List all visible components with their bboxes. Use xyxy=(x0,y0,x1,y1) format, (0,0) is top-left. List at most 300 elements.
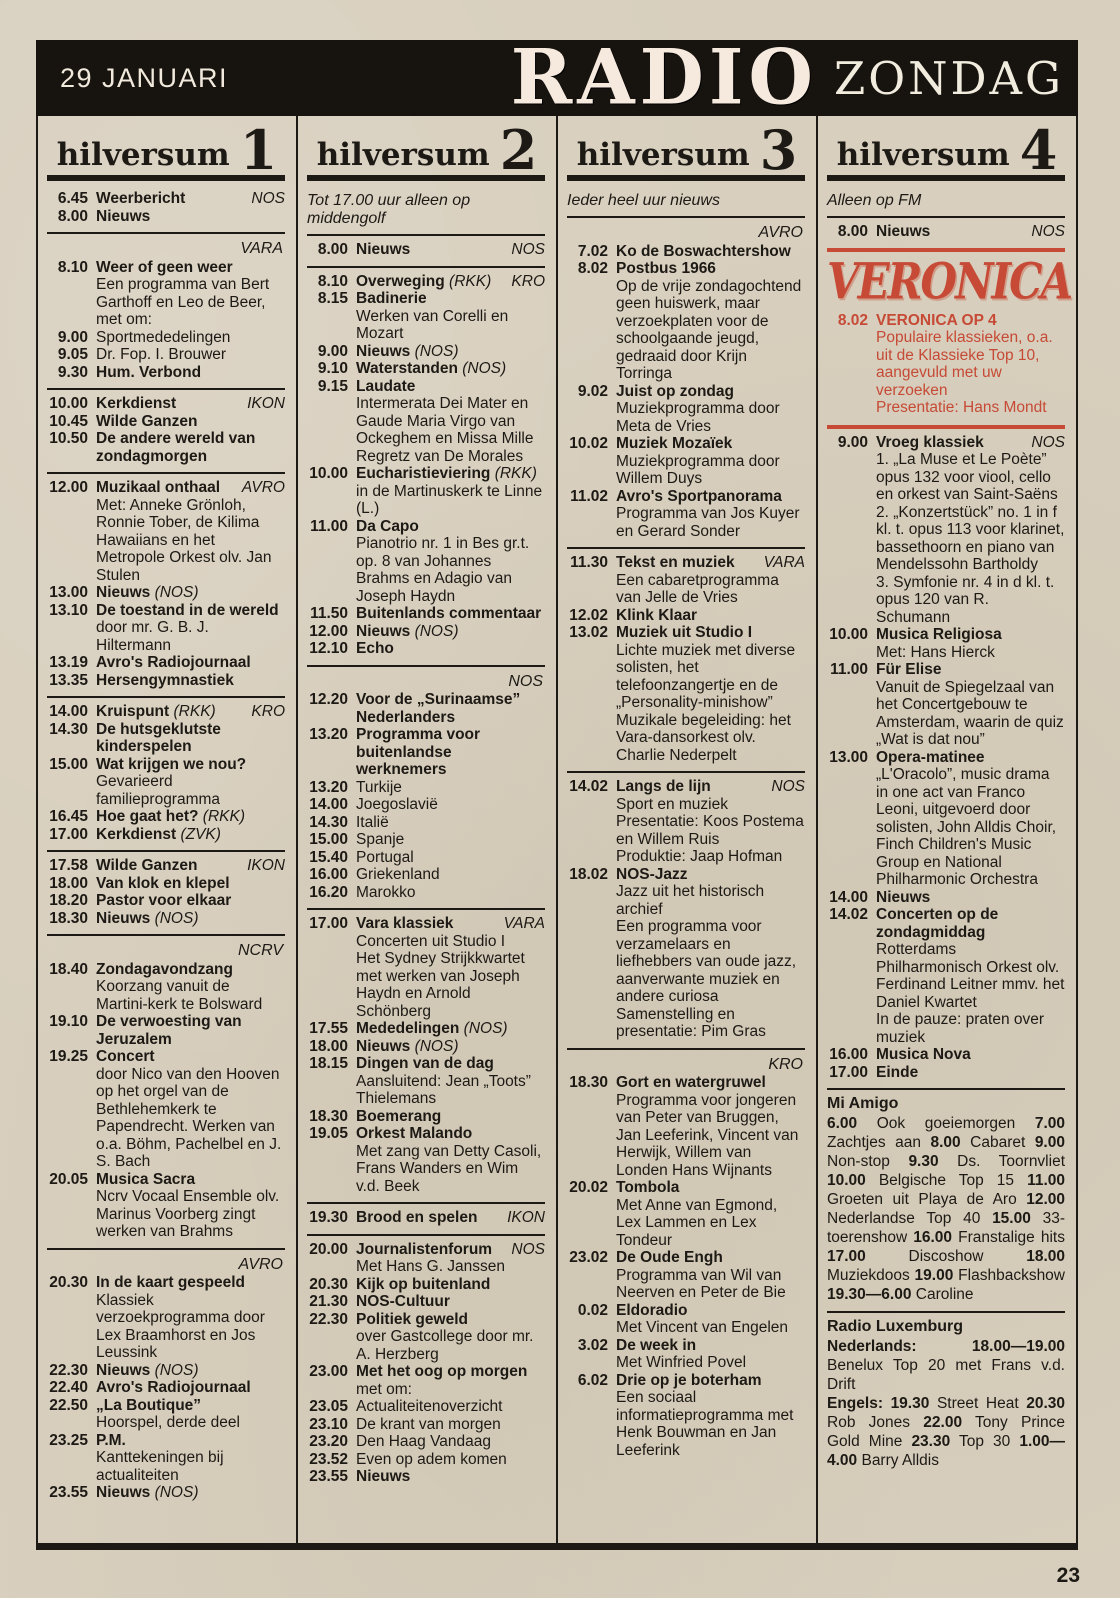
entry-title: Marokko xyxy=(356,883,416,901)
entry-title-line xyxy=(876,223,1065,241)
entry-title-line xyxy=(356,1398,545,1416)
entry-network-label: AVRO xyxy=(241,479,285,497)
text-run: Street Heat xyxy=(929,1395,1027,1413)
program-entry xyxy=(307,1433,545,1451)
entry-title: Actualiteitenoverzicht xyxy=(356,1398,503,1416)
entry-body xyxy=(96,1379,285,1397)
entry-title-line xyxy=(96,721,285,756)
entry-title: Zondagavondzang xyxy=(96,960,233,978)
entry-description: Met zang van Detty Casoli, Frans Wanders en Wim v.d. Beek xyxy=(356,1142,542,1195)
entry-title: De Oude Engh xyxy=(616,1249,723,1267)
program-entry xyxy=(47,584,285,602)
text-run: Top 30 xyxy=(950,1433,1020,1451)
entry-body xyxy=(616,1372,805,1460)
entry-title-line xyxy=(356,1209,545,1227)
entry-title: Joegoslavië xyxy=(356,796,438,814)
entry-time: 13.02 xyxy=(569,624,608,642)
text-run: Muziekdoos xyxy=(827,1267,915,1285)
text-run: Franstalige hits xyxy=(952,1229,1065,1247)
entry-network-label: IKON xyxy=(247,395,285,413)
time-token: 9.00 xyxy=(1034,1134,1065,1152)
entry-time: 18.40 xyxy=(49,960,88,978)
program-entry xyxy=(47,364,285,382)
program-section xyxy=(47,388,285,472)
program-section xyxy=(567,771,805,1048)
entry-title: Nieuws xyxy=(356,622,411,640)
entry-description: Een programma voor verzamelaars en liefhebbers van oude jazz, aanverwante muziek en andere curiosa xyxy=(616,918,797,1006)
entry-title: Nieuws xyxy=(356,1037,411,1055)
entry-time: 23.20 xyxy=(309,1433,348,1451)
entry-title-line xyxy=(356,1433,545,1451)
entry-title: Kijk op buitenland xyxy=(356,1275,491,1293)
entry-description: Met Winfried Povel xyxy=(616,1354,747,1372)
entry-title: Juist op zondag xyxy=(616,382,734,400)
program-entry xyxy=(307,1125,545,1195)
entry-time: 11.00 xyxy=(830,661,868,679)
entry-description: met om: xyxy=(356,1380,412,1398)
entry-title-line xyxy=(356,884,545,902)
entry-body xyxy=(616,260,805,383)
entry-title: Gort en watergruwel xyxy=(616,1074,766,1092)
program-column-hilversum-1 xyxy=(38,116,298,1543)
entry-time: 0.02 xyxy=(577,1301,608,1319)
entry-title: Portugal xyxy=(356,848,414,866)
textblock-title: Radio Luxemburg xyxy=(827,1318,964,1336)
entry-title: Avro's Sportpanorama xyxy=(616,487,782,505)
entry-title: Boemerang xyxy=(356,1107,442,1125)
program-entry xyxy=(827,661,1065,749)
program-entry xyxy=(307,605,545,623)
program-entry xyxy=(307,1038,545,1056)
entry-time: 12.00 xyxy=(49,479,88,497)
program-section xyxy=(47,185,285,232)
entry-title: Wilde Ganzen xyxy=(96,412,198,430)
info-block xyxy=(827,1088,1065,1311)
entry-body xyxy=(356,1108,545,1126)
station-header xyxy=(47,116,285,181)
entry-title-line xyxy=(96,808,285,826)
entry-description: Jazz uit het historisch archief xyxy=(616,883,765,918)
program-section xyxy=(47,472,285,696)
entry-time: 10.00 xyxy=(309,465,348,483)
entry-body xyxy=(356,640,545,658)
entry-body xyxy=(616,1249,805,1302)
entry-title-line xyxy=(356,1055,545,1073)
entry-title: Mededelingen xyxy=(356,1020,460,1038)
program-entry xyxy=(47,1432,285,1485)
entry-title-line xyxy=(356,273,545,291)
entry-time: 11.02 xyxy=(570,487,608,505)
entry-title: „La Boutique” xyxy=(96,1396,202,1414)
entry-time: 22.30 xyxy=(309,1310,348,1328)
entry-body xyxy=(96,1432,285,1485)
text-run: Cabaret xyxy=(960,1134,1035,1152)
entry-title-line xyxy=(876,661,1065,679)
entry-time: 22.30 xyxy=(49,1361,88,1379)
program-entry xyxy=(307,1363,545,1398)
program-section xyxy=(567,547,805,771)
entry-time: 17.58 xyxy=(49,857,88,875)
section-network-label: KRO xyxy=(768,1055,803,1073)
program-entry xyxy=(47,395,285,413)
page-frame xyxy=(36,34,1078,1550)
entry-time: 8.00 xyxy=(57,207,88,225)
entry-body xyxy=(96,910,285,928)
entry-body xyxy=(616,866,805,1041)
entry-time: 23.05 xyxy=(309,1398,348,1416)
station-name: hilversum xyxy=(56,137,230,174)
program-entry xyxy=(567,1302,805,1337)
entry-time: 18.30 xyxy=(309,1107,348,1125)
entry-title-line xyxy=(876,626,1065,644)
entry-time: 16.20 xyxy=(309,883,348,901)
entry-title: Turkije xyxy=(356,778,402,796)
entry-body xyxy=(876,889,1065,907)
entry-title-line xyxy=(876,312,1065,330)
column-intro-note: Ieder heel uur nieuws xyxy=(567,185,805,218)
entry-title: Drie op je boterham xyxy=(616,1371,762,1389)
entry-title-line xyxy=(356,1125,545,1143)
entry-body xyxy=(96,413,285,431)
time-token: Nederlands: 18.00—19.00 xyxy=(827,1338,1065,1356)
program-entry xyxy=(47,479,285,584)
entry-body xyxy=(356,273,545,291)
program-entry xyxy=(47,1274,285,1362)
entry-title-line xyxy=(96,703,285,721)
time-token: 17.00 xyxy=(827,1248,866,1266)
entry-title-line xyxy=(616,624,805,642)
entry-body xyxy=(876,661,1065,749)
entry-time: 15.00 xyxy=(49,755,88,773)
entry-title-line xyxy=(616,383,805,401)
entry-description: Werken van Corelli en Mozart xyxy=(356,307,509,343)
entry-title: Musica Sacra xyxy=(96,1170,196,1188)
program-entry xyxy=(47,259,285,329)
program-column-hilversum-3 xyxy=(558,116,818,1543)
entry-time: 8.10 xyxy=(57,258,88,276)
entry-time: 10.02 xyxy=(569,435,608,453)
entry-title: Pastor voor elkaar xyxy=(96,892,232,910)
entry-body xyxy=(356,465,545,518)
entry-time: 20.02 xyxy=(569,1179,608,1197)
time-token: 1.00—4.00 xyxy=(827,1433,1065,1470)
entry-title: Musica Religiosa xyxy=(876,626,1002,644)
veronica-logo: VERONICA xyxy=(827,252,1072,310)
entry-body xyxy=(356,623,545,641)
entry-title-line xyxy=(356,623,545,641)
entry-title-line xyxy=(356,796,545,814)
entry-body xyxy=(356,605,545,623)
entry-body xyxy=(356,796,545,814)
entry-network-suffix: (NOS) xyxy=(154,1484,199,1502)
program-entry xyxy=(47,346,285,364)
program-entry xyxy=(307,814,545,832)
entry-body xyxy=(356,360,545,378)
entry-title-line xyxy=(356,1416,545,1434)
station-header xyxy=(307,116,545,181)
entry-title-line xyxy=(96,584,285,602)
entry-body xyxy=(96,1013,285,1048)
entry-title-line xyxy=(616,435,805,453)
station-number: 3 xyxy=(759,118,796,182)
entry-time: 8.00 xyxy=(317,241,348,259)
program-entry xyxy=(827,1064,1065,1082)
entry-time: 13.20 xyxy=(309,778,348,796)
entry-time: 13.10 xyxy=(49,601,88,619)
entry-description: 1. „La Muse et Le Poète” opus 132 voor viool, cello en orkest van Saint-Saëns xyxy=(876,451,1058,504)
entry-body xyxy=(616,243,805,261)
entry-body xyxy=(96,329,285,347)
entry-title: Italië xyxy=(356,813,389,831)
entry-time: 9.00 xyxy=(837,433,868,451)
entry-description: Met Vincent van Engelen xyxy=(616,1319,789,1337)
entry-title-line xyxy=(356,866,545,884)
entry-body xyxy=(96,1397,285,1432)
entry-time: 9.15 xyxy=(317,377,348,395)
entry-title-line xyxy=(616,1372,805,1390)
program-section xyxy=(307,1202,545,1234)
entry-title-line xyxy=(356,605,545,623)
entry-title-line xyxy=(616,260,805,278)
entry-body xyxy=(356,1433,545,1451)
entry-title-line xyxy=(356,1038,545,1056)
program-entry xyxy=(47,875,285,893)
entry-time: 14.30 xyxy=(49,720,88,738)
program-entry xyxy=(47,602,285,655)
entry-title-line xyxy=(356,1311,545,1329)
entry-body xyxy=(356,884,545,902)
program-entry xyxy=(567,778,805,866)
entry-body xyxy=(96,857,285,875)
entry-title-line xyxy=(356,1293,545,1311)
entry-title: De toestand in de wereld xyxy=(96,601,279,619)
text-run: Zachtjes aan xyxy=(827,1134,931,1152)
entry-time: 14.00 xyxy=(309,796,348,814)
entry-body xyxy=(96,756,285,809)
program-entry xyxy=(567,554,805,607)
entry-title-line xyxy=(96,208,285,226)
entry-title: Hum. Verbond xyxy=(96,363,202,381)
entry-title-line xyxy=(356,1363,545,1381)
program-entry xyxy=(47,430,285,465)
entry-body xyxy=(356,1293,545,1311)
entry-time: 10.00 xyxy=(49,395,88,413)
program-entry xyxy=(47,703,285,721)
text-run: Flashbackshow xyxy=(953,1267,1066,1285)
entry-time: 11.00 xyxy=(310,517,348,535)
time-token: 10.00 xyxy=(827,1172,866,1190)
text-run: 33-toerenshow xyxy=(827,1210,1065,1247)
entry-description: Een cabaretprogramma van Jelle de Vries xyxy=(616,571,779,607)
issue-date: 29 JANUARI xyxy=(60,62,229,93)
entry-time: 23.55 xyxy=(49,1484,88,1502)
time-token: Engels: 19.30 xyxy=(827,1395,930,1413)
entry-description: Een programma van Bert Garthoff en Leo de Beer, met om: xyxy=(96,276,270,329)
entry-title: Weer of geen weer xyxy=(96,258,233,276)
entry-title: Concerten op de zondagmiddag xyxy=(876,906,999,941)
entry-body xyxy=(356,814,545,832)
text-run: Benelux Top 20 met Frans v.d. Drift xyxy=(827,1357,1065,1394)
entry-body xyxy=(96,1362,285,1380)
entry-description: Programma van Wil van Neerven en Peter de Bie xyxy=(616,1266,786,1302)
program-section xyxy=(47,696,285,850)
entry-title-line xyxy=(96,1397,285,1415)
entry-description: door Nico van den Hooven op het orgel van de Bethlehemkerk te Papendrecht. Werken van o.a. Böhm, Pachelbel en J. S. Bach xyxy=(96,1065,282,1171)
entry-body xyxy=(356,1125,545,1195)
text-run: Ook goeiemorgen xyxy=(857,1115,1035,1133)
program-section xyxy=(827,429,1065,1089)
entry-body xyxy=(356,866,545,884)
entry-body xyxy=(356,915,545,1020)
program-entry xyxy=(47,1362,285,1380)
program-entry xyxy=(567,383,805,436)
entry-description: Intermerata Dei Mater en Gaude Maria Virgo van Ockeghem en Missa Mille Regretz van De Morales xyxy=(356,395,534,465)
entry-title: Even op adem komen xyxy=(356,1450,507,1468)
entry-title-line xyxy=(356,1276,545,1294)
entry-body xyxy=(876,749,1065,889)
entry-title-line xyxy=(96,413,285,431)
entry-title: Opera-matinee xyxy=(876,748,985,766)
entry-time: 12.20 xyxy=(309,691,348,709)
entry-body xyxy=(356,1398,545,1416)
program-entry xyxy=(567,435,805,488)
entry-body xyxy=(876,1046,1065,1064)
entry-body xyxy=(96,208,285,226)
time-token: 19.00 xyxy=(914,1267,954,1285)
column-intro-note: Tot 17.00 uur alleen op middengolf xyxy=(307,185,545,236)
program-entry xyxy=(47,721,285,756)
entry-title: Dingen van de dag xyxy=(356,1055,494,1073)
entry-title-line xyxy=(356,814,545,832)
entry-title-line xyxy=(96,826,285,844)
entry-description: „L'Oracolo”, music drama in one act van Franco Leoni, uitgevoerd door solisten, John Alldis Choir, Finch Children's Music Group en National Philharmonic Orchestra xyxy=(876,766,1057,889)
entry-description: Met: Anneke Grönloh, Ronnie Tober, de Kilima Hawaiians en het Metropole Orkest olv. Jan Stulen xyxy=(96,496,272,584)
program-entry xyxy=(307,866,545,884)
program-entry xyxy=(47,857,285,875)
entry-time: 12.10 xyxy=(309,640,348,658)
entry-title-line xyxy=(616,554,805,572)
entry-time: 22.40 xyxy=(49,1379,88,1397)
weekday-label: ZONDAG xyxy=(833,51,1064,105)
entry-body xyxy=(356,1038,545,1056)
text-run: Non-stop xyxy=(827,1153,909,1171)
entry-time: 18.30 xyxy=(569,1074,608,1092)
entry-body xyxy=(356,1241,545,1276)
entry-body xyxy=(96,602,285,655)
entry-title-line xyxy=(616,1179,805,1197)
entry-body xyxy=(876,1064,1065,1082)
entry-description: Aansluitend: Jean „Toots” Thielemans xyxy=(356,1072,531,1108)
program-entry xyxy=(307,1293,545,1311)
entry-title-line xyxy=(96,654,285,672)
program-entry xyxy=(47,1379,285,1397)
entry-title-line xyxy=(356,1108,545,1126)
entry-time: 15.00 xyxy=(309,831,348,849)
entry-title-line xyxy=(356,640,545,658)
program-entry xyxy=(307,1451,545,1469)
entry-title: Muziek uit Studio I xyxy=(616,624,753,642)
station-number: 4 xyxy=(1019,118,1056,182)
entry-body xyxy=(356,1020,545,1038)
entry-time: 3.02 xyxy=(577,1336,608,1354)
program-column-hilversum-2 xyxy=(298,116,558,1543)
entry-body xyxy=(356,779,545,797)
entry-time: 23.55 xyxy=(309,1468,348,1486)
entry-body xyxy=(356,1055,545,1108)
entry-body xyxy=(96,1171,285,1241)
entry-title: Nieuws xyxy=(876,888,931,906)
text-run: Nederlandse Top 40 xyxy=(827,1210,993,1228)
program-entry xyxy=(307,1276,545,1294)
entry-time: 18.15 xyxy=(309,1055,348,1073)
entry-title-line xyxy=(616,243,805,261)
entry-title-line xyxy=(356,691,545,726)
entry-title: Eldoradio xyxy=(616,1301,688,1319)
entry-network-suffix: (RKK) xyxy=(449,272,492,290)
entry-body xyxy=(876,312,1065,417)
entry-body xyxy=(356,1451,545,1469)
program-entry xyxy=(307,290,545,343)
entry-network-label: NOS xyxy=(511,241,545,259)
program-section xyxy=(567,218,805,547)
entry-title: De krant van morgen xyxy=(356,1415,501,1433)
entry-title-line xyxy=(96,1171,285,1189)
entry-title: Hersengymnastiek xyxy=(96,671,234,689)
entry-body xyxy=(616,554,805,607)
textblock-paragraph xyxy=(827,1337,1065,1394)
program-entry xyxy=(827,889,1065,907)
entry-time: 21.30 xyxy=(309,1293,348,1311)
entry-description: Produktie: Jaap Hofman xyxy=(616,848,783,866)
program-entry xyxy=(307,726,545,779)
entry-title: Nieuws xyxy=(96,584,151,602)
program-entry xyxy=(307,849,545,867)
entry-title: Ko de Boswachtershow xyxy=(616,242,791,260)
entry-title: VERONICA OP 4 xyxy=(876,311,997,329)
entry-body xyxy=(356,241,545,259)
entry-network-label: VARA xyxy=(503,915,545,933)
entry-body xyxy=(876,906,1065,1046)
entry-title-line xyxy=(96,1379,285,1397)
entry-body xyxy=(356,1468,545,1486)
entry-body xyxy=(96,721,285,756)
entry-network-label: IKON xyxy=(507,1209,545,1227)
entry-title-line xyxy=(876,889,1065,907)
entry-title-line xyxy=(616,866,805,884)
entry-title-line xyxy=(96,1013,285,1048)
entry-title: Journalistenforum xyxy=(356,1240,493,1258)
entry-time: 7.02 xyxy=(577,242,608,260)
entry-title: Wilde Ganzen xyxy=(96,857,198,875)
program-entry xyxy=(827,626,1065,661)
entry-time: 13.19 xyxy=(49,654,88,672)
entry-description: in de Martinuskerk te Linne (L.) xyxy=(356,482,543,518)
entry-body xyxy=(356,518,545,606)
entry-title: Postbus 1966 xyxy=(616,260,716,278)
entry-title-line xyxy=(356,378,545,396)
entry-body xyxy=(356,1311,545,1364)
entry-body xyxy=(96,1274,285,1362)
entry-time: 23.00 xyxy=(309,1363,348,1381)
entry-title: Spanje xyxy=(356,831,405,849)
entry-time: 19.10 xyxy=(49,1013,88,1031)
entry-title-line xyxy=(356,241,545,259)
program-entry xyxy=(827,223,1065,241)
entry-time: 20.05 xyxy=(49,1170,88,1188)
entry-time: 15.40 xyxy=(309,848,348,866)
entry-body xyxy=(356,1416,545,1434)
program-entry xyxy=(307,1241,545,1276)
